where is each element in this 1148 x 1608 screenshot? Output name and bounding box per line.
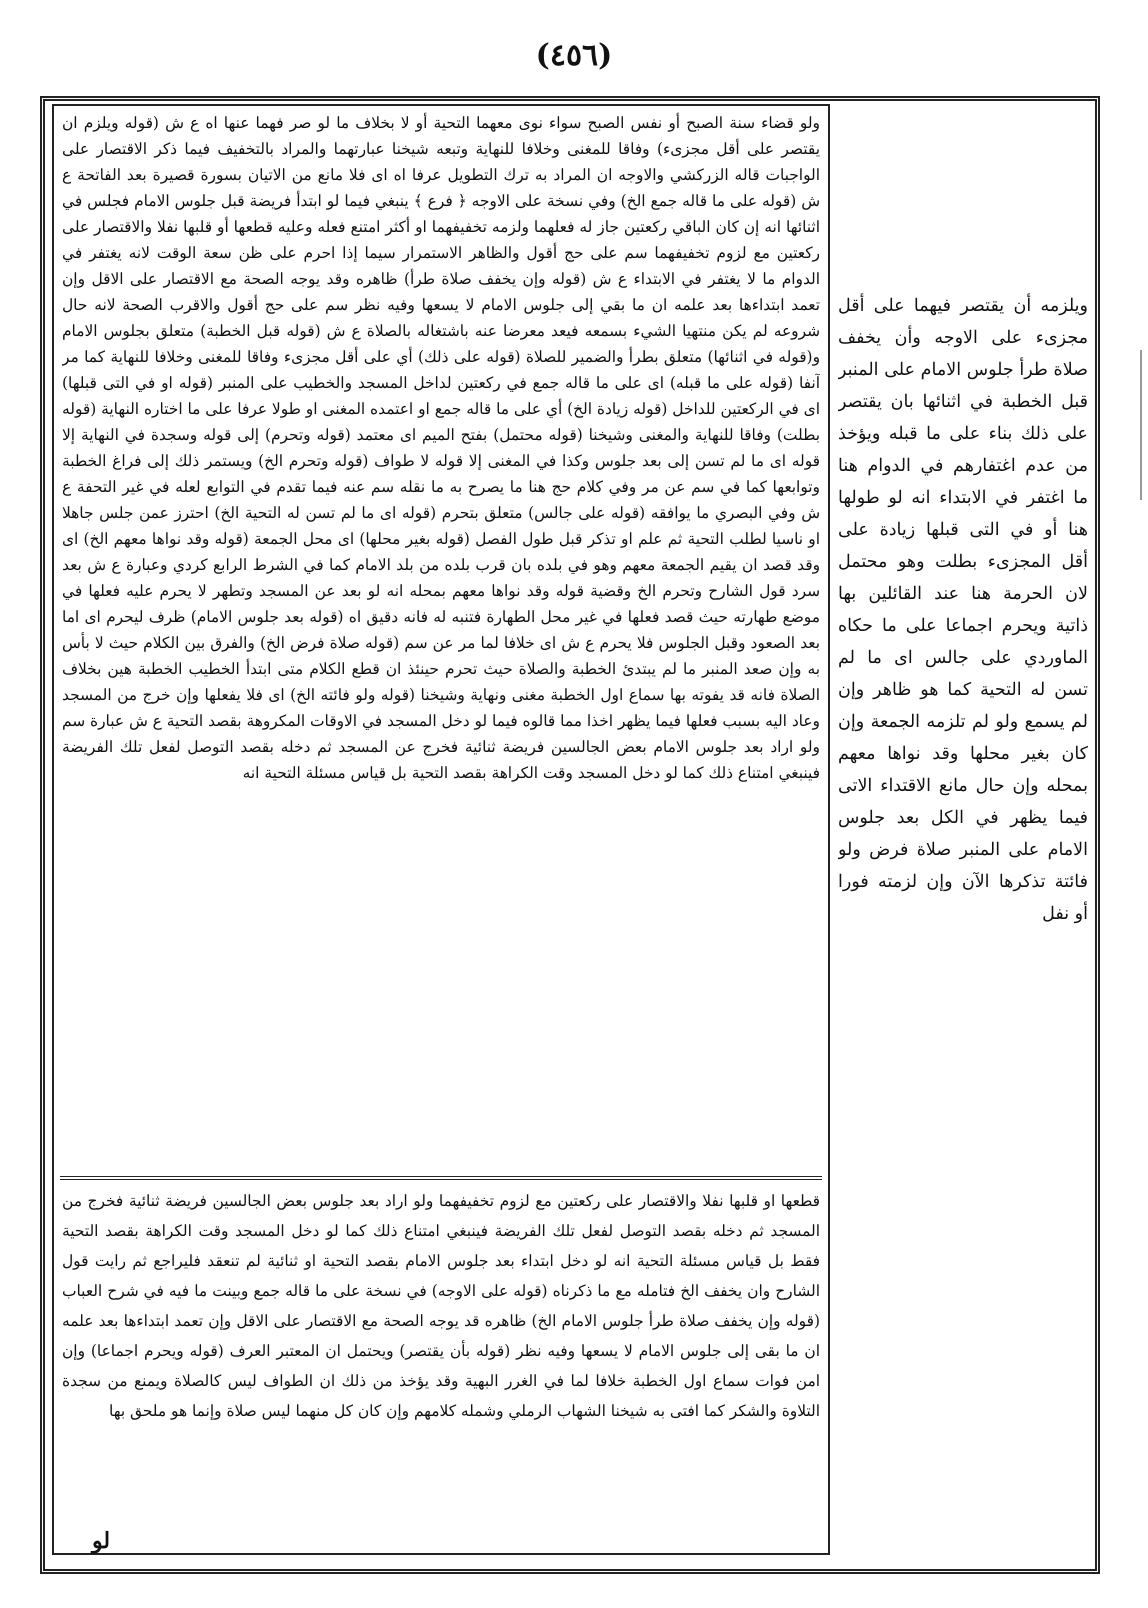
footnote-text — [62, 1186, 820, 1548]
page-number: (٤٥٦) — [535, 38, 613, 73]
margin-note — [838, 290, 1088, 1310]
footnote-paragraph: قطعها او قلبها نفلا والاقتصار على ركعتين مع لزوم تخفيفهما ولو اراد بعد جلوس بعض الجالسين فريضة ثنائية فخرج من المسجد ثم دخله بقصد التوصل لفعل تلك الفريضة فينبغي امتناع ذلك كما لو دخل المسجد وقت الكراهة بقصد التحية فقط بل قياس مسئلة التحية انه لو دخل ابتداء بعد جلوس الامام بقصد التحية او ثنائية لم تنعقد فليراجع ثم رايت قول الشارح وان يخفف الخ فتامله مع ما ذكرناه (قوله على الاوجه) في نسخة على ما قاله جمع وبينت ما فيه في شرح العباب (قوله وإن يخفف صلاة طرأ جلوس الامام الخ) ظاهره قد يوجه الصحة مع الاقتصار على الاقل وإن تعمد ابتداءها بعد علمه ان ما بقى إلى جلوس الامام لا يسعها وفيه نظر (قوله بأن يقتصر) ويحتمل ان المعتبر العرف (قوله ويحرم اجماعا) وإن امن فوات سماع اول الخطبة خلافا لما في الغرر البهية وقد يؤخذ من ذلك ان الطواف ليس كالصلاة ويمنع من سجدة التلاوة والشكر كما افتى به شيخنا الشهاب الرملي وشمله كلامهم وإن كان كل منهما ليس صلاة وإنما هو ملحق بها — [62, 1192, 820, 1420]
margin-note-paragraph: ويلزمه أن يقتصر فيهما على أقل مجزىء على الاوجه وأن يخفف صلاة طرأ جلوس الامام على المنبر قبل الخطبة في اثنائها بان يقتصر على ذلك بناء على ما قبله ويؤخذ من عدم اغتفارهم في الدوام هنا ما اغتفر في الابتداء انه لو طولها هنا أو في التى قبلها زيادة على أقل المجزىء بطلت وهو محتمل لان الحرمة هنا عند القائلين بها ذاتية ويحرم اجماعا على ما حكاه الماوردي على جالس اى ما لم تسن له التحية كما هو ظاهر وإن لم يسمع ولو لم تلزمه الجمعة وإن كان بغير محلها وقد نواها معهم بمحله وإن حال مانع الاقتداء الاتى فيما يظهر في الكل بعد جلوس الامام على المنبر صلاة فرض ولو فائتة تذكرها الآن وإن لزمته فورا أو نفل — [838, 296, 1088, 924]
main-column — [52, 104, 830, 1555]
main-body-text — [62, 110, 820, 1158]
footnote-divider — [60, 1176, 822, 1180]
body-paragraph: ولو قضاء سنة الصبح أو نفس الصبح سواء نوى معهما التحية أو لا بخلاف ما لو صر فهما عنها اه ع ش (قوله ويلزم ان يقتصر على أقل مجزىء) وفاقا للمغنى وخلافا للنهاية وتبعه شيخنا عبارتهما والمراد بالتخفيف فيما ذكر الاقتصار على الواجبات قاله الزركشي والاوجه ان المراد به ترك التطويل عرفا اه اى فلا مانع من الاتيان بسورة قصيرة بعد الفاتحة ع ش (قوله على ما قاله جمع الخ) وفي نسخة على الاوجه ﴿ فرع ﴾ ينبغي فيما لو ابتدأ فريضة قبل جلوس الامام فجلس في اثنائها انه إن كان الباقي ركعتين جاز له فعلهما ولزمه تخفيفهما او أكثر امتنع فعله وعليه قطعها أو قلبها نفلا والاقتصار على ركعتين مع لزوم تخفيفهما سم على حج أقول والظاهر الاستمرار سيما إذا احرم على ظن سعة الوقت لانه يغتفر في الدوام ما لا يغتفر في الابتداء ع ش (قوله وإن يخفف صلاة طرأ) ظاهره وقد يوجه الصحة مع الاقتصار على الاقل وإن تعمد ابتداءها بعد علمه ان ما بقي إلى جلوس الامام لا يسعها وفيه نظر سم على حج أقول والاقرب الصحة لانه حال شروعه لم يكن منتهيا الشيء بسمعه فيعد معرضا عنه باشتغاله بالصلاة ع ش (قوله قبل الخطبة) متعلق بجلوس الامام و(قوله في اثنائها) متعلق بطرأ والضمير للصلاة (قوله على ذلك) أي على أقل مجزىء وفاقا للمغنى وخلافا للنهاية كما مر آنفا (قوله على ما قبله) اى على ما قاله جمع في ركعتين لداخل المسجد والخطيب على المنبر (قوله او في التى قبلها) اى في الركعتين للداخل (قوله زيادة الخ) أي على ما قاله جمع او اعتمده المغنى او طولا عرفا على ما اختاره النهاية (قوله بطلت) وفاقا للنهاية والمغنى وشيخنا (قوله محتمل) بفتح الميم اى معتمد (قوله وتحرم) إلى قوله وسجدة في النهاية إلا قوله اى ما لم تسن إلى بعد جلوس وكذا في المغنى إلا قوله لا طواف (قوله وتحرم الخ) ويستمر ذلك إلى فراغ الخطبة وتوابعها كما في سم عن مر وفي كلام حج هنا ما يصرح به ما نقله سم عنه فيما تقدم في التوابع لعله في غير التحفة ع ش وفي البصري ما يوافقه (قوله على جالس) متعلق بتحرم (قوله اى ما لم تسن له التحية الخ) احترز عمن جلس جاهلا او ناسيا لطلب التحية ثم علم او تذكر قبل طول الفصل (قوله بغير محلها) اى محل الجمعة (قوله وقد نواها معهم الخ) اى وقد قصد ان يقيم الجمعة معهم وهو في بلده بان قرب بلده من بلد الامام كما في الشرط الرابع كردي وعبارة ع ش بعد سرد قول الشارح وتحرم الخ وقضية قوله وقد نواها معهم بمحله انه لو بعد عن المسجد وتطهر لا يحرم عليه فعلها في موضع طهارته حيث قصد فعلها في غير محل الطهارة فتنبه له فانه دقيق اه (قوله بعد جلوس الامام) ظرف ليحرم اى اما بعد الصعود وقبل الجلوس فلا يحرم ع ش اى خلافا لما مر عن سم (قوله صلاة فرض الخ) والفرق بين الكلام حيث لا بأس به وإن صعد المنبر ما لم يبتدئ الخطبة والصلاة حيث تحرم حينئذ ان قطع الكلام متى ابتدأ الخطيب الخطبة هين بخلاف الصلاة فانه قد يفوته بها سماع اول الخطبة مغنى ونهاية وشيخنا (قوله ولو فائته الخ) اى فلا يفعلها وإن خرج من المسجد وعاد اليه بسبب فعلها فيما يظهر اخذا مما قالوه فيما لو دخل المسجد في الاوقات المكروهة بقصد التحية ع ش عبارة سم ولو اراد بعد جلوس الامام بعض الجالسين فريضة ثنائية فخرج عن المسجد ثم دخله بقصد التوصل لفعل تلك الفريضة فينبغي امتناع ذلك كما لو دخل المسجد وقت الكراهة بقصد التحية بل قياس مسئلة التحية انه — [62, 114, 820, 782]
page-edge-mark — [1140, 350, 1142, 500]
catchword: لو — [92, 1528, 111, 1554]
